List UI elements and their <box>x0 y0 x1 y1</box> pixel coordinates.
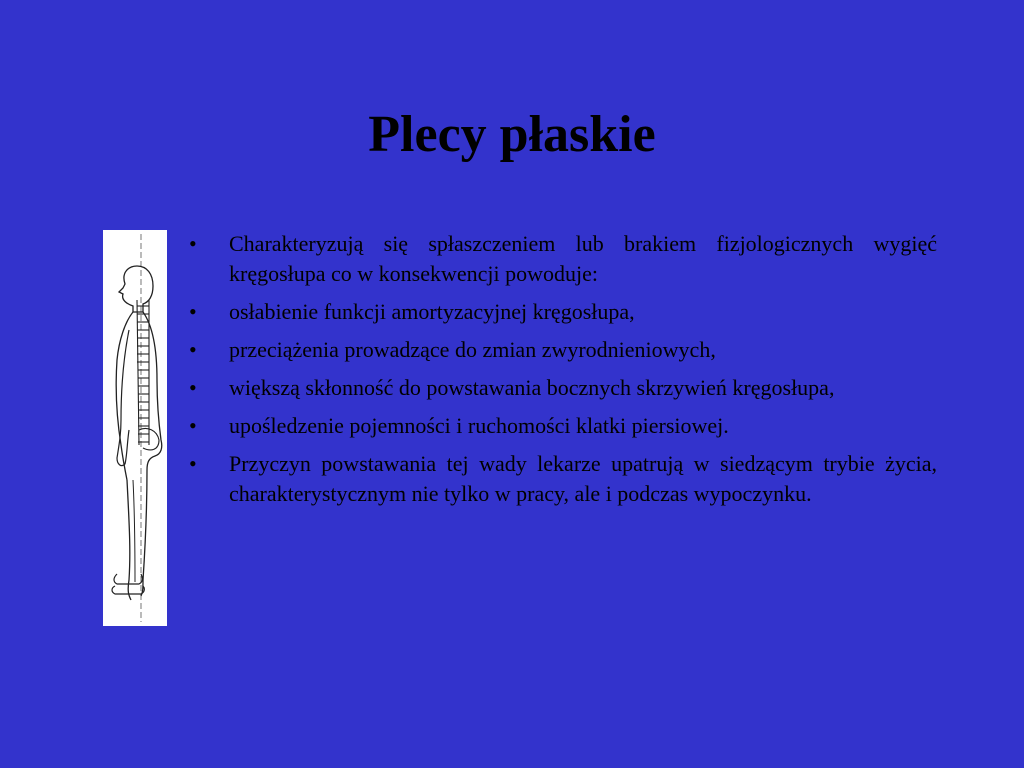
list-item-text: osłabienie funkcji amortyzacyjnej kręgosłupa, <box>229 299 635 324</box>
list-item <box>189 449 937 509</box>
bullet-marker: • <box>189 337 197 362</box>
list-item-text: większą skłonność do powstawania bocznych skrzywień kręgosłupa, <box>229 375 835 400</box>
list-item-text: Charakteryzują się spłaszczeniem lub brakiem fizjologicznych wygięć kręgosłupa co w konsekwencji powoduje: <box>229 231 937 286</box>
posture-illustration <box>103 230 167 626</box>
bullet-list <box>189 229 937 517</box>
bullet-marker: • <box>189 375 197 400</box>
bullet-marker: • <box>189 451 197 476</box>
list-item-text: upośledzenie pojemności i ruchomości klatki piersiowej. <box>229 413 729 438</box>
list-item <box>189 411 937 441</box>
list-item <box>189 335 937 365</box>
list-item-text: Przyczyn powstawania tej wady lekarze upatrują w siedzącym trybie życia, charakterystycznym nie tylko w pracy, ale i podczas wypoczynku. <box>229 451 937 506</box>
bullet-marker: • <box>189 413 197 438</box>
list-item <box>189 373 937 403</box>
list-item <box>189 229 937 289</box>
slide-title: Plecy płaskie <box>368 106 656 163</box>
list-item-text: przeciążenia prowadzące do zmian zwyrodnieniowych, <box>229 337 716 362</box>
flat-back-posture-figure-icon <box>103 230 167 626</box>
bullet-marker: • <box>189 231 197 256</box>
list-item <box>189 297 937 327</box>
bullet-marker: • <box>189 299 197 324</box>
